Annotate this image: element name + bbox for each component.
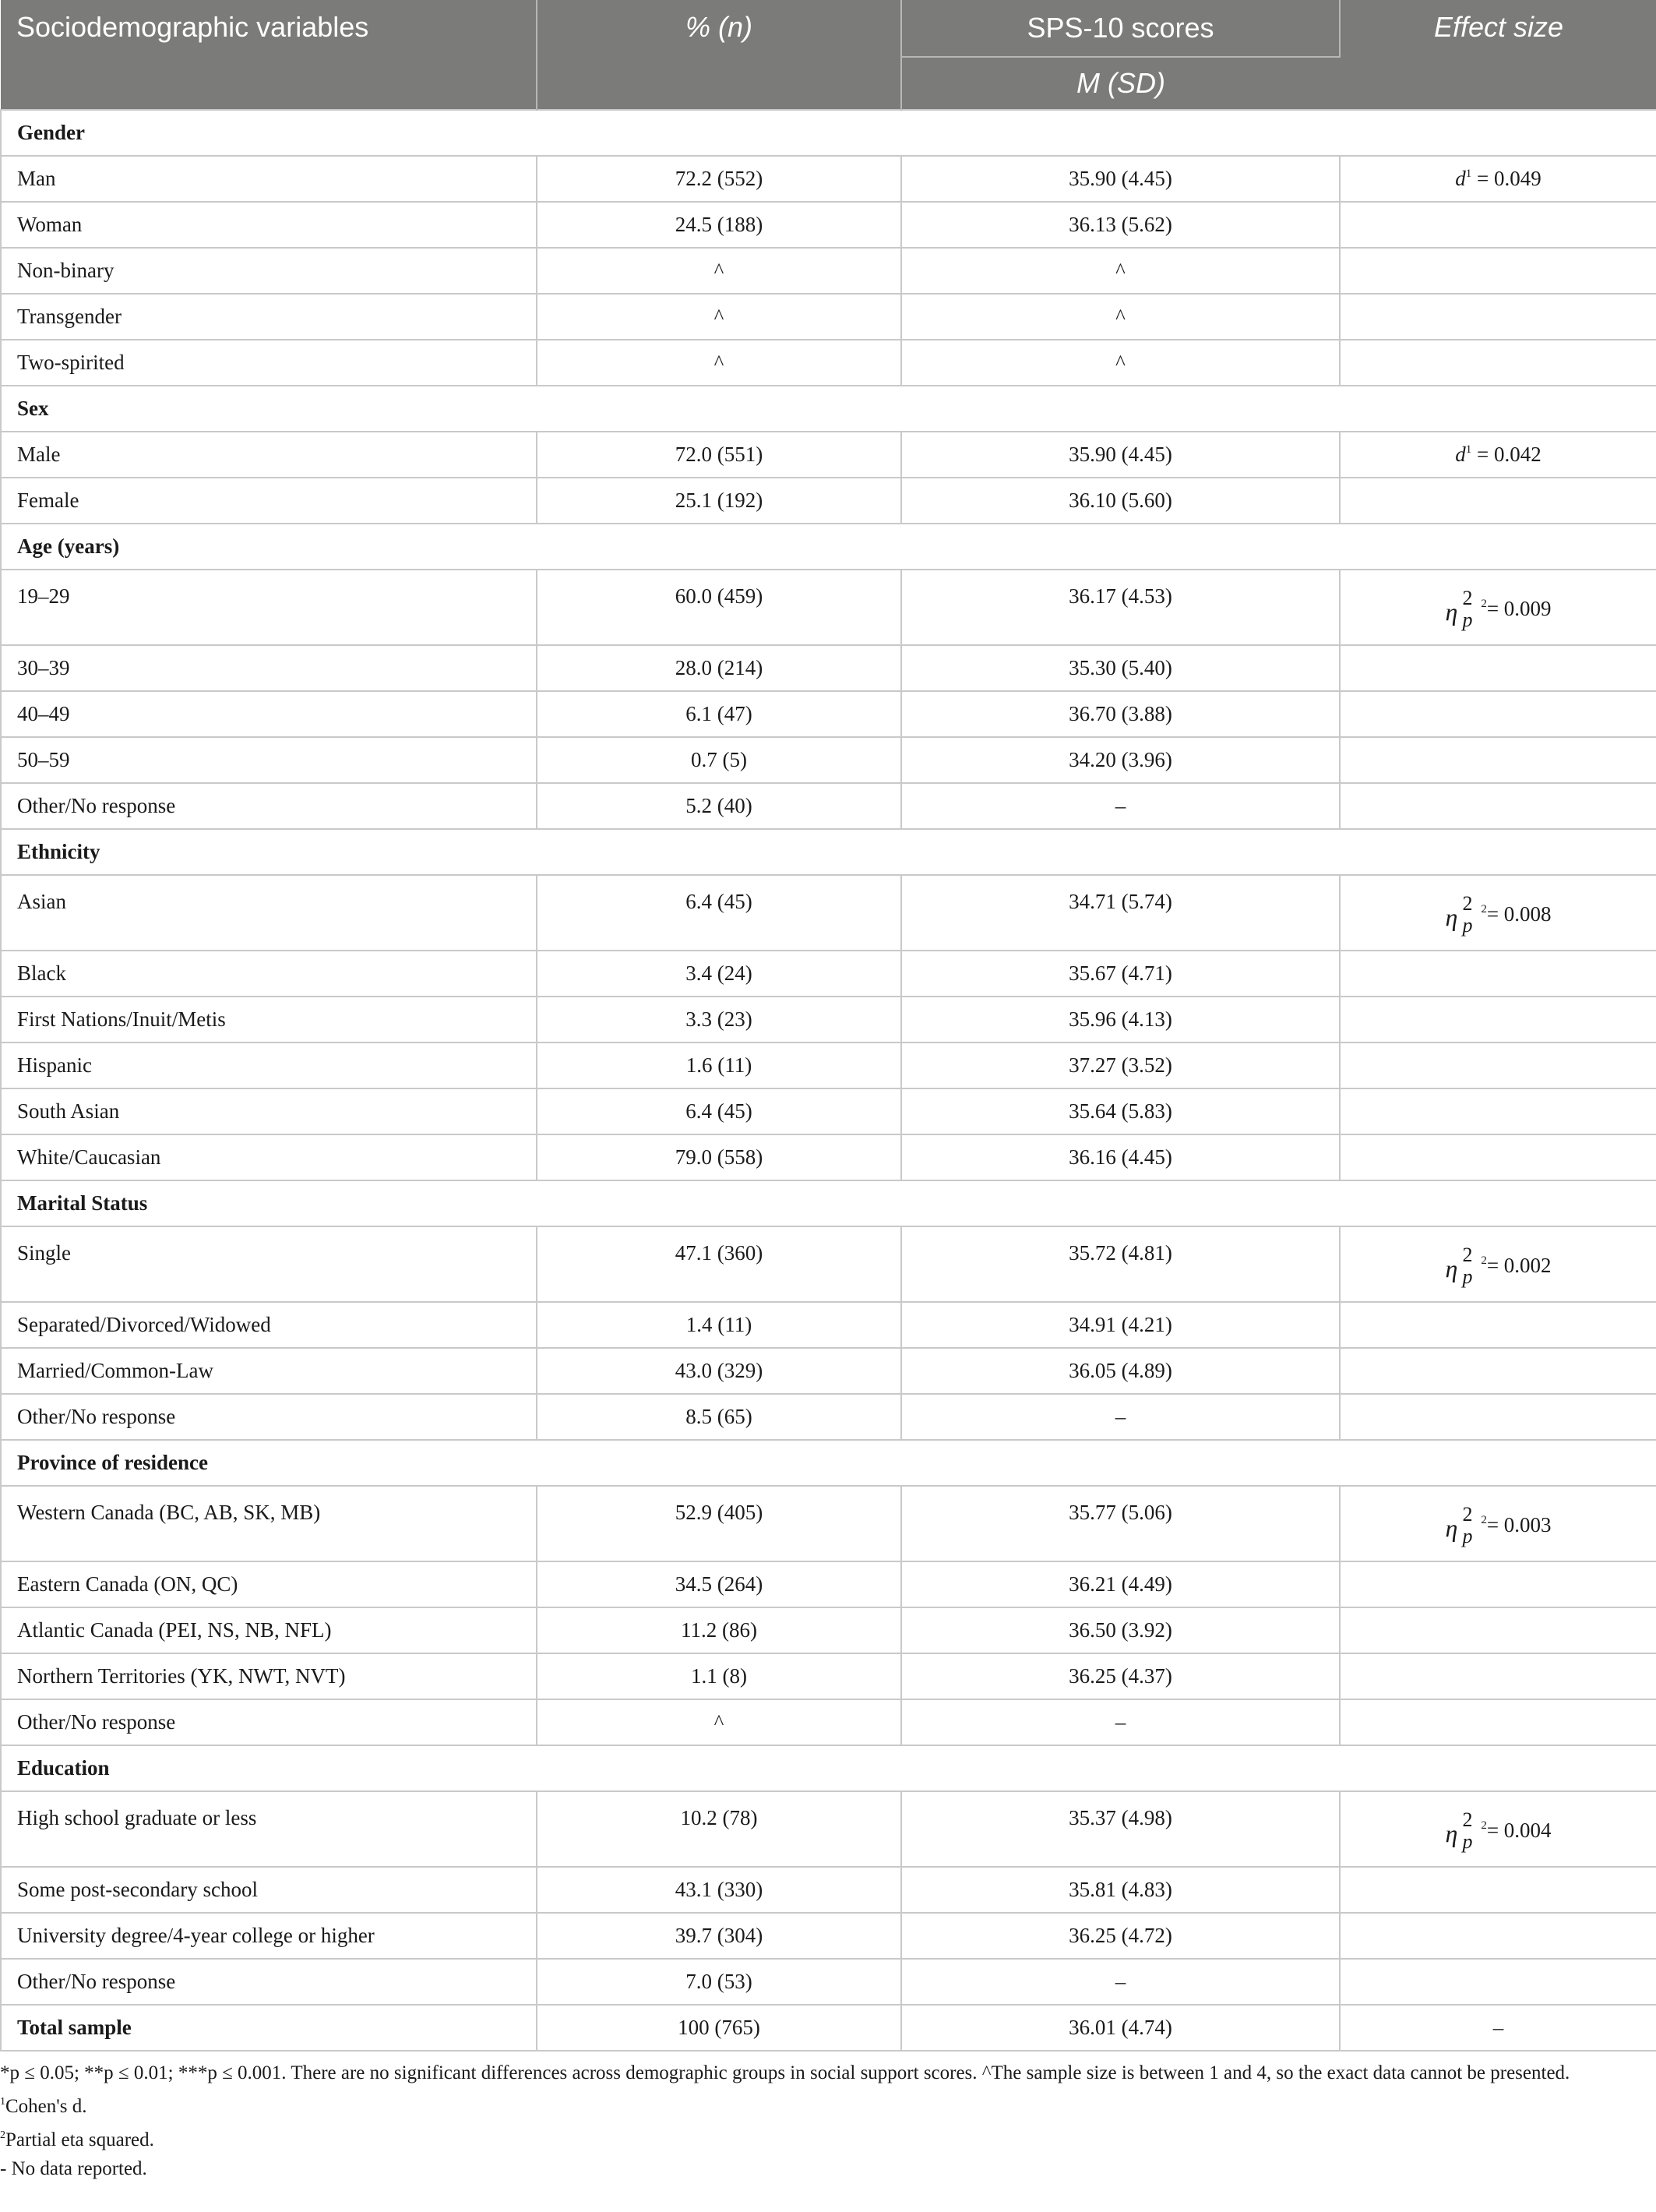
effect-footnote-mark: 2 <box>1481 1514 1487 1526</box>
table-row <box>1 294 1656 340</box>
effect-empty <box>1340 1134 1656 1180</box>
table-row <box>1 1791 1656 1867</box>
section-row <box>1 1745 1656 1791</box>
table-row <box>1 432 1656 478</box>
effect-empty <box>1340 1607 1656 1653</box>
section-title-province: Province of residence <box>1 1440 1656 1486</box>
effect-size-education <box>1340 1791 1656 1867</box>
eta-letter: η <box>1445 903 1458 931</box>
effect-size-gender <box>1340 156 1656 202</box>
row-label: Two-spirited <box>1 340 537 386</box>
row-label: Woman <box>1 202 537 248</box>
row-sps-score: 36.21 (4.49) <box>901 1561 1340 1607</box>
row-label: Asian <box>1 875 537 951</box>
row-percent: 25.1 (192) <box>537 478 901 524</box>
row-percent: 39.7 (304) <box>537 1913 901 1959</box>
effect-size-age <box>1340 570 1656 645</box>
row-percent: 1.4 (11) <box>537 1302 901 1348</box>
effect-empty <box>1340 202 1656 248</box>
table-row <box>1 1913 1656 1959</box>
section-row <box>1 524 1656 570</box>
effect-footnote-mark: 2 <box>1481 1819 1487 1832</box>
row-percent: 52.9 (405) <box>537 1486 901 1561</box>
row-percent: 1.1 (8) <box>537 1653 901 1699</box>
table-row <box>1 1699 1656 1745</box>
row-label: Atlantic Canada (PEI, NS, NB, NFL) <box>1 1607 537 1653</box>
significance-note: *p ≤ 0.05; **p ≤ 0.01; ***p ≤ 0.001. There are no significant differences across demographic groups in social support scores. ^The sample size is between 1 and 4, so the exact data cannot be presented. <box>0 2062 1570 2083</box>
row-percent: 10.2 (78) <box>537 1791 901 1867</box>
eta-letter: η <box>1445 1819 1458 1847</box>
effect-empty <box>1340 1561 1656 1607</box>
row-sps-score: 36.25 (4.37) <box>901 1653 1340 1699</box>
total-row <box>1 2005 1656 2051</box>
section-title-ethnicity: Ethnicity <box>1 829 1656 875</box>
effect-empty <box>1340 783 1656 829</box>
table-row <box>1 783 1656 829</box>
row-sps-score: ^ <box>901 294 1340 340</box>
effect-empty <box>1340 1042 1656 1088</box>
row-percent: 11.2 (86) <box>537 1607 901 1653</box>
row-percent: 79.0 (558) <box>537 1134 901 1180</box>
table-header <box>1 0 1656 110</box>
row-percent: 72.2 (552) <box>537 156 901 202</box>
table-row <box>1 645 1656 691</box>
table-row <box>1 1959 1656 2005</box>
effect-empty <box>1340 340 1656 386</box>
footnote-text: Cohen's d. <box>5 2096 87 2117</box>
section-row <box>1 386 1656 432</box>
footnote-text: Partial eta squared. <box>5 2129 154 2150</box>
effect-value: = 0.003 <box>1486 1513 1552 1536</box>
eta-symbol <box>1445 1808 1473 1853</box>
row-label: Other/No response <box>1 783 537 829</box>
section-row <box>1 1180 1656 1226</box>
total-percent: 100 (765) <box>537 2005 901 2051</box>
row-sps-score: 36.16 (4.45) <box>901 1134 1340 1180</box>
table-row <box>1 1348 1656 1394</box>
row-sps-score: – <box>901 1959 1340 2005</box>
row-percent: 43.1 (330) <box>537 1867 901 1913</box>
table-row <box>1 1607 1656 1653</box>
effect-symbol: d <box>1455 443 1466 466</box>
row-sps-score: 36.13 (5.62) <box>901 202 1340 248</box>
row-sps-score: 36.17 (4.53) <box>901 570 1340 645</box>
row-percent: ^ <box>537 248 901 294</box>
row-sps-score: 36.05 (4.89) <box>901 1348 1340 1394</box>
row-sps-score: 35.81 (4.83) <box>901 1867 1340 1913</box>
table-row <box>1 202 1656 248</box>
eta-superscript: 2 <box>1462 1503 1473 1526</box>
header-percent-n: % (n) <box>537 0 901 110</box>
row-sps-score: – <box>901 1699 1340 1745</box>
total-effect-size: – <box>1340 2005 1656 2051</box>
footnote-cohens-d <box>0 2087 1640 2121</box>
row-label: Man <box>1 156 537 202</box>
table-row <box>1 691 1656 737</box>
table-row <box>1 1486 1656 1561</box>
section-row <box>1 1440 1656 1486</box>
row-sps-score: ^ <box>901 340 1340 386</box>
section-row <box>1 829 1656 875</box>
header-sociodemographic-variables: Sociodemographic variables <box>1 0 537 110</box>
table-notes <box>0 2059 1640 2183</box>
row-label: Non-binary <box>1 248 537 294</box>
row-sps-score: 36.70 (3.88) <box>901 691 1340 737</box>
row-sps-score: 35.90 (4.45) <box>901 156 1340 202</box>
row-label: Other/No response <box>1 1394 537 1440</box>
row-label: White/Caucasian <box>1 1134 537 1180</box>
row-label: Western Canada (BC, AB, SK, MB) <box>1 1486 537 1561</box>
eta-superscript: 2 <box>1462 1808 1473 1831</box>
table-row <box>1 248 1656 294</box>
table-row <box>1 340 1656 386</box>
section-title-marital: Marital Status <box>1 1180 1656 1226</box>
section-title-gender: Gender <box>1 110 1656 156</box>
table-row <box>1 1226 1656 1302</box>
table-row <box>1 1088 1656 1134</box>
row-sps-score: 35.77 (5.06) <box>901 1486 1340 1561</box>
row-sps-score: 37.27 (3.52) <box>901 1042 1340 1088</box>
row-label: South Asian <box>1 1088 537 1134</box>
row-sps-score: 35.64 (5.83) <box>901 1088 1340 1134</box>
effect-empty <box>1340 294 1656 340</box>
row-label: Northern Territories (YK, NWT, NVT) <box>1 1653 537 1699</box>
table-body <box>1 110 1656 2051</box>
effect-size-province <box>1340 1486 1656 1561</box>
header-sps10-scores: SPS-10 scores <box>901 0 1340 57</box>
effect-empty <box>1340 951 1656 997</box>
row-sps-score: 35.96 (4.13) <box>901 997 1340 1042</box>
table-row <box>1 951 1656 997</box>
table-row <box>1 1042 1656 1088</box>
row-percent: 7.0 (53) <box>537 1959 901 2005</box>
row-percent: ^ <box>537 1699 901 1745</box>
row-percent: 1.6 (11) <box>537 1042 901 1088</box>
eta-superscript: 2 <box>1462 892 1473 915</box>
row-sps-score: ^ <box>901 248 1340 294</box>
row-percent: 34.5 (264) <box>537 1561 901 1607</box>
row-sps-score: – <box>901 783 1340 829</box>
row-percent: 47.1 (360) <box>537 1226 901 1302</box>
eta-letter: η <box>1445 598 1458 626</box>
effect-symbol: d <box>1455 167 1466 190</box>
row-percent: ^ <box>537 340 901 386</box>
effect-empty <box>1340 1348 1656 1394</box>
table-row <box>1 1302 1656 1348</box>
row-label: Eastern Canada (ON, QC) <box>1 1561 537 1607</box>
table-row <box>1 156 1656 202</box>
section-title-education: Education <box>1 1745 1656 1791</box>
eta-symbol <box>1445 892 1473 937</box>
effect-empty <box>1340 1913 1656 1959</box>
row-sps-score: 35.67 (4.71) <box>901 951 1340 997</box>
row-label: Married/Common-Law <box>1 1348 537 1394</box>
row-percent: ^ <box>537 294 901 340</box>
total-label: Total sample <box>1 2005 537 2051</box>
effect-empty <box>1340 478 1656 524</box>
row-label: Black <box>1 951 537 997</box>
table-row <box>1 875 1656 951</box>
row-label: 30–39 <box>1 645 537 691</box>
effect-footnote-mark: 2 <box>1481 903 1487 915</box>
row-label: Hispanic <box>1 1042 537 1088</box>
row-percent: 6.4 (45) <box>537 1088 901 1134</box>
effect-empty <box>1340 737 1656 783</box>
effect-empty <box>1340 1699 1656 1745</box>
row-label: High school graduate or less <box>1 1791 537 1867</box>
footnote-mark: 2 <box>0 2129 5 2141</box>
table-row <box>1 1561 1656 1607</box>
row-sps-score: 34.20 (3.96) <box>901 737 1340 783</box>
eta-symbol <box>1445 587 1473 631</box>
row-label: 40–49 <box>1 691 537 737</box>
row-percent: 43.0 (329) <box>537 1348 901 1394</box>
effect-empty <box>1340 645 1656 691</box>
row-sps-score: 36.10 (5.60) <box>901 478 1340 524</box>
row-sps-score: 35.30 (5.40) <box>901 645 1340 691</box>
effect-empty <box>1340 1959 1656 2005</box>
effect-value: = 0.004 <box>1486 1819 1552 1842</box>
eta-subscript: p <box>1462 1525 1473 1547</box>
eta-superscript: 2 <box>1462 587 1473 609</box>
effect-size-ethnicity <box>1340 875 1656 951</box>
total-sps-score: 36.01 (4.74) <box>901 2005 1340 2051</box>
effect-empty <box>1340 1302 1656 1348</box>
effect-empty <box>1340 691 1656 737</box>
section-title-sex: Sex <box>1 386 1656 432</box>
table-row <box>1 1653 1656 1699</box>
row-label: Some post-secondary school <box>1 1867 537 1913</box>
row-label: Male <box>1 432 537 478</box>
eta-subscript: p <box>1462 609 1473 631</box>
row-label: University degree/4-year college or higher <box>1 1913 537 1959</box>
table-row <box>1 737 1656 783</box>
effect-footnote-mark: 1 <box>1465 443 1472 456</box>
effect-footnote-mark: 1 <box>1465 168 1472 180</box>
row-label: Other/No response <box>1 1699 537 1745</box>
effect-empty <box>1340 1394 1656 1440</box>
row-sps-score: 36.25 (4.72) <box>901 1913 1340 1959</box>
effect-empty <box>1340 248 1656 294</box>
effect-empty <box>1340 1867 1656 1913</box>
eta-letter: η <box>1445 1254 1458 1282</box>
row-label: Other/No response <box>1 1959 537 2005</box>
eta-symbol <box>1445 1503 1473 1547</box>
row-label: Single <box>1 1226 537 1302</box>
row-label: Separated/Divorced/Widowed <box>1 1302 537 1348</box>
row-sps-score: 36.50 (3.92) <box>901 1607 1340 1653</box>
row-percent: 5.2 (40) <box>537 783 901 829</box>
effect-value: = 0.049 <box>1477 167 1541 190</box>
row-label: Transgender <box>1 294 537 340</box>
table-row <box>1 997 1656 1042</box>
row-percent: 0.7 (5) <box>537 737 901 783</box>
footnote-no-data: - No data reported. <box>0 2158 147 2179</box>
effect-empty <box>1340 997 1656 1042</box>
row-sps-score: 35.37 (4.98) <box>901 1791 1340 1867</box>
row-percent: 3.4 (24) <box>537 951 901 997</box>
effect-value: = 0.002 <box>1486 1254 1552 1277</box>
table-row <box>1 1134 1656 1180</box>
row-percent: 8.5 (65) <box>537 1394 901 1440</box>
effect-size-sex <box>1340 432 1656 478</box>
row-percent: 6.1 (47) <box>537 691 901 737</box>
eta-superscript: 2 <box>1462 1244 1473 1266</box>
effect-empty <box>1340 1088 1656 1134</box>
section-row <box>1 110 1656 156</box>
eta-letter: η <box>1445 1514 1458 1542</box>
footnote-partial-eta <box>0 2121 1640 2154</box>
table-row <box>1 570 1656 645</box>
eta-subscript: p <box>1462 914 1473 937</box>
row-label: Female <box>1 478 537 524</box>
effect-footnote-mark: 2 <box>1481 1254 1487 1267</box>
row-percent: 3.3 (23) <box>537 997 901 1042</box>
effect-value: = 0.009 <box>1486 597 1552 620</box>
row-sps-score: 34.71 (5.74) <box>901 875 1340 951</box>
row-label: 19–29 <box>1 570 537 645</box>
table-row <box>1 478 1656 524</box>
row-percent: 28.0 (214) <box>537 645 901 691</box>
eta-symbol <box>1445 1244 1473 1288</box>
effect-value: = 0.008 <box>1486 902 1552 926</box>
eta-subscript: p <box>1462 1830 1473 1853</box>
row-percent: 72.0 (551) <box>537 432 901 478</box>
table-row <box>1 1394 1656 1440</box>
row-label: 50–59 <box>1 737 537 783</box>
row-label: First Nations/Inuit/Metis <box>1 997 537 1042</box>
header-mean-sd: M (SD) <box>901 57 1340 110</box>
row-percent: 60.0 (459) <box>537 570 901 645</box>
footnote-mark: 1 <box>0 2096 5 2108</box>
section-title-age: Age (years) <box>1 524 1656 570</box>
eta-subscript: p <box>1462 1265 1473 1288</box>
table-row <box>1 1867 1656 1913</box>
effect-size-marital <box>1340 1226 1656 1302</box>
row-percent: 24.5 (188) <box>537 202 901 248</box>
row-sps-score: 34.91 (4.21) <box>901 1302 1340 1348</box>
row-percent: 6.4 (45) <box>537 875 901 951</box>
effect-empty <box>1340 1653 1656 1699</box>
row-sps-score: 35.72 (4.81) <box>901 1226 1340 1302</box>
row-sps-score: – <box>901 1394 1340 1440</box>
header-effect-size: Effect size <box>1340 0 1656 110</box>
row-sps-score: 35.90 (4.45) <box>901 432 1340 478</box>
effect-value: = 0.042 <box>1477 443 1541 466</box>
effect-footnote-mark: 2 <box>1481 598 1487 610</box>
